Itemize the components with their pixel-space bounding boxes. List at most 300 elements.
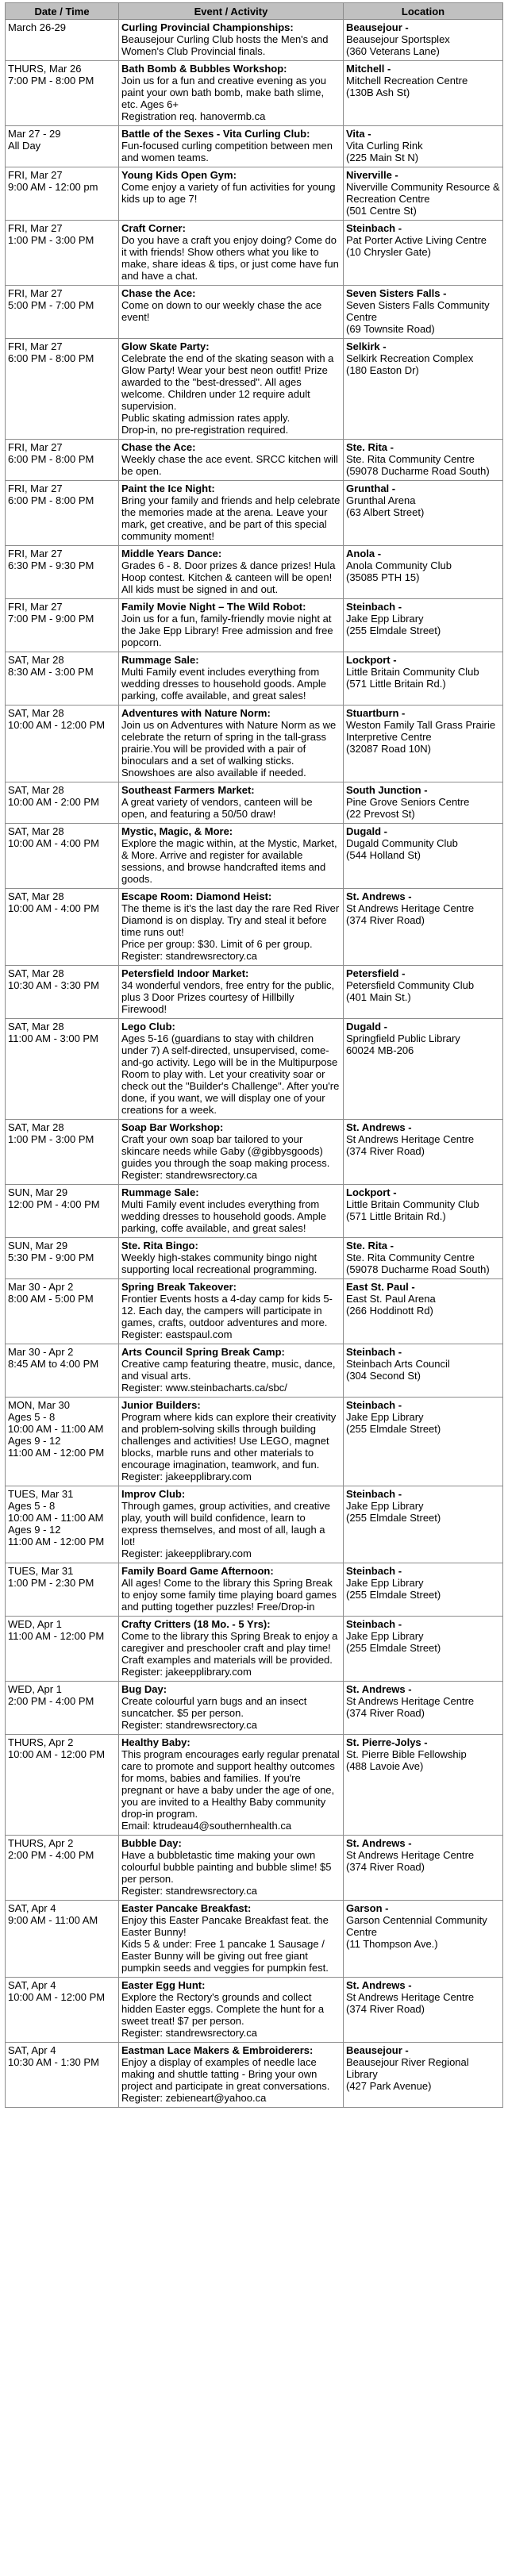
location-address: (130B Ash St) [346, 87, 410, 98]
location-cell [344, 1682, 503, 1735]
date-time-cell [6, 1398, 119, 1486]
location-cell [344, 286, 503, 339]
date-time-line: 9:00 AM - 11:00 AM [8, 1914, 98, 1926]
event-cell [119, 126, 344, 167]
location-cell [344, 1398, 503, 1486]
location-town: Beausejour - [346, 21, 409, 33]
location-address: Petersfield Community Club [346, 979, 475, 991]
date-time-line: FRI, Mar 27 [8, 222, 63, 234]
header-event-activity: Event / Activity [119, 3, 344, 20]
event-description: Register: standrewsrectory.ca [121, 1885, 257, 1897]
event-cell [119, 440, 344, 481]
date-time-line: SAT, Apr 4 [8, 1902, 56, 1914]
date-time-cell [6, 1344, 119, 1398]
date-time-line: 10:00 AM - 4:00 PM [8, 837, 99, 849]
date-time-cell [6, 824, 119, 889]
location-address: Pat Porter Active Living Centre [346, 234, 487, 246]
event-title: Ste. Rita Bingo: [121, 1240, 198, 1251]
event-cell [119, 1486, 344, 1563]
location-address: St Andrews Heritage Centre [346, 902, 475, 914]
location-address: Dugald Community Club [346, 837, 458, 849]
location-address: Jake Epp Library [346, 1411, 424, 1423]
table-row [6, 126, 503, 167]
event-description: Weekly high-stakes community bingo night supporting local recreational programming. [121, 1251, 318, 1275]
location-cell [344, 1238, 503, 1279]
location-town: Beausejour - [346, 2044, 409, 2056]
date-time-line: SUN, Mar 29 [8, 1186, 68, 1198]
event-cell [119, 652, 344, 706]
date-time-cell [6, 1185, 119, 1238]
event-description: Fun-focused curling competition between men and women teams. [121, 140, 333, 163]
location-cell [344, 546, 503, 599]
date-time-cell [6, 61, 119, 126]
event-description: Come on down to our weekly chase the ace event! [121, 299, 322, 323]
table-row [6, 1978, 503, 2043]
event-description: Register: www.steinbacharts.ca/sbc/ [121, 1382, 287, 1394]
location-address: Mitchell Recreation Centre [346, 75, 468, 87]
location-cell [344, 1279, 503, 1344]
location-address: Ste. Rita Community Centre [346, 453, 475, 465]
location-address: 60024 MB-206 [346, 1044, 414, 1056]
location-address: (374 River Road) [346, 1145, 425, 1157]
event-title: Bug Day: [121, 1683, 167, 1695]
event-description: Explore the Rectory's grounds and collect hidden Easter eggs. Complete the hunt for a sweet treat! $7 per person. [121, 1991, 325, 2027]
date-time-cell [6, 167, 119, 221]
location-cell [344, 167, 503, 221]
table-row [6, 1836, 503, 1901]
date-time-cell [6, 1978, 119, 2043]
date-time-line: FRI, Mar 27 [8, 169, 63, 181]
event-description: Email: ktrudeau4@southernhealth.ca [121, 1820, 292, 1832]
location-cell [344, 1019, 503, 1120]
date-time-line: Ages 9 - 12 [8, 1524, 61, 1536]
location-address: Weston Family Tall Grass Prairie Interpretive Centre [346, 719, 496, 743]
event-description: Enjoy a display of examples of needle lace making and shuttle tatting - Bring your own project and participate in great conversations. [121, 2056, 330, 2092]
event-cell [119, 2043, 344, 2108]
date-time-line: SAT, Apr 4 [8, 2044, 56, 2056]
event-title: Glow Skate Party: [121, 340, 210, 352]
event-cell [119, 61, 344, 126]
event-description: Beausejour Curling Club hosts the Men's and Women's Club Provincial finals. [121, 33, 329, 57]
location-address: St Andrews Heritage Centre [346, 1133, 475, 1145]
date-time-line: 11:00 AM - 12:00 PM [8, 1630, 105, 1642]
location-address: (501 Centre St) [346, 205, 417, 217]
date-time-line: 1:00 PM - 3:00 PM [8, 234, 94, 246]
location-cell [344, 1120, 503, 1185]
table-row [6, 1617, 503, 1682]
location-address: (69 Townsite Road) [346, 323, 435, 335]
event-title: Rummage Sale: [121, 654, 199, 666]
location-town: St. Andrews - [346, 1683, 412, 1695]
location-cell [344, 1185, 503, 1238]
event-title: Healthy Baby: [121, 1736, 190, 1748]
location-address: St Andrews Heritage Centre [346, 1991, 475, 2003]
event-title: Easter Egg Hunt: [121, 1979, 206, 1991]
location-cell [344, 440, 503, 481]
date-time-line: Mar 27 - 29 [8, 128, 61, 140]
date-time-line: FRI, Mar 27 [8, 601, 63, 613]
event-cell [119, 339, 344, 440]
event-description: Register: standrewsrectory.ca [121, 1169, 257, 1181]
location-cell [344, 1486, 503, 1563]
location-town: Vita - [346, 128, 371, 140]
location-cell [344, 20, 503, 61]
location-town: Dugald - [346, 1021, 387, 1032]
location-address: Selkirk Recreation Complex [346, 352, 474, 364]
table-row [6, 1344, 503, 1398]
table-row [6, 440, 503, 481]
event-title: Soap Bar Workshop: [121, 1121, 224, 1133]
location-town: Grunthal - [346, 483, 396, 494]
location-town: Steinbach - [346, 1565, 402, 1577]
event-cell [119, 706, 344, 782]
event-title: Lego Club: [121, 1021, 175, 1032]
date-time-line: SAT, Mar 28 [8, 1021, 64, 1032]
date-time-line: Mar 30 - Apr 2 [8, 1346, 74, 1358]
table-row [6, 221, 503, 286]
event-description: Craft your own soap bar tailored to your skincare needs while Gaby (@gibbysgoods) guides you through the soap making process. [121, 1133, 330, 1169]
date-time-cell [6, 221, 119, 286]
date-time-line: 1:00 PM - 2:30 PM [8, 1577, 94, 1589]
date-time-line: Ages 5 - 8 [8, 1500, 56, 1512]
event-description: Weekly chase the ace event. SRCC kitchen will be open. [121, 453, 338, 477]
table-row [6, 599, 503, 652]
location-address: Grunthal Arena [346, 494, 416, 506]
date-time-line: 10:00 AM - 4:00 PM [8, 902, 99, 914]
location-cell [344, 706, 503, 782]
location-town: Stuartburn - [346, 707, 406, 719]
event-title: Bubble Day: [121, 1837, 182, 1849]
event-title: Battle of the Sexes - Vita Curling Club: [121, 128, 310, 140]
event-cell [119, 1238, 344, 1279]
event-description: Price per group: $30. Limit of 6 per group. Register: standrewsrectory.ca [121, 938, 313, 962]
location-address: (255 Elmdale Street) [346, 625, 441, 636]
date-time-line: 9:00 AM - 12:00 pm [8, 181, 98, 193]
event-title: Improv Club: [121, 1488, 186, 1500]
date-time-cell [6, 782, 119, 824]
location-cell [344, 652, 503, 706]
table-row [6, 706, 503, 782]
location-town: Steinbach - [346, 1618, 402, 1630]
location-town: St. Andrews - [346, 1837, 412, 1849]
location-address: (401 Main St.) [346, 991, 411, 1003]
location-town: Steinbach - [346, 222, 402, 234]
event-cell [119, 1617, 344, 1682]
location-town: Lockport - [346, 1186, 397, 1198]
location-address: St Andrews Heritage Centre [346, 1849, 475, 1861]
table-row [6, 61, 503, 126]
location-address: (22 Prevost St) [346, 808, 415, 820]
location-address: (10 Chrysler Gate) [346, 246, 431, 258]
location-town: St. Andrews - [346, 1979, 412, 1991]
location-cell [344, 782, 503, 824]
location-town: South Junction - [346, 784, 428, 796]
event-title: Chase the Ace: [121, 441, 196, 453]
event-description: Join us for a fun, family-friendly movie night at the Jake Epp Library! Free admission and free popcorn. [121, 613, 333, 648]
event-description: Enjoy this Easter Pancake Breakfast feat. the Easter Bunny! [121, 1914, 329, 1938]
date-time-line: 6:00 PM - 8:00 PM [8, 453, 94, 465]
date-time-cell [6, 1238, 119, 1279]
date-time-cell [6, 1120, 119, 1185]
header-row [6, 3, 503, 20]
location-cell [344, 966, 503, 1019]
event-description: Join us for a fun and creative evening as you paint your own bath bomb, make bath slime, etc. Ages 6+ [121, 75, 326, 110]
event-title: Middle Years Dance: [121, 548, 222, 559]
table-row [6, 652, 503, 706]
location-address: (374 River Road) [346, 2003, 425, 2015]
table-row [6, 1563, 503, 1617]
date-time-line: 1:00 PM - 3:00 PM [8, 1133, 94, 1145]
location-address: Jake Epp Library [346, 613, 424, 625]
date-time-line: 7:00 PM - 9:00 PM [8, 613, 94, 625]
event-description: 34 wonderful vendors, free entry for the public, plus 3 Door Prizes courtesy of Hillbilly Firewood! [121, 979, 335, 1015]
date-time-line: 6:00 PM - 8:00 PM [8, 352, 94, 364]
table-row [6, 1185, 503, 1238]
event-description: Celebrate the end of the skating season with a Glow Party! Wear your best neon outfit! Prize awarded to the "best-dressed". All ages welcome. Children under 12 require adult supervision. [121, 352, 334, 412]
date-time-line: SAT, Mar 28 [8, 707, 64, 719]
table-row [6, 782, 503, 824]
location-address: Garson Centennial Community Centre [346, 1914, 487, 1938]
event-title: Escape Room: Diamond Heist: [121, 890, 272, 902]
event-cell [119, 1344, 344, 1398]
event-cell [119, 1398, 344, 1486]
location-address: Ste. Rita Community Centre [346, 1251, 475, 1263]
event-description: Register: jakeepplibrary.com [121, 1666, 252, 1678]
table-row [6, 167, 503, 221]
location-cell [344, 824, 503, 889]
table-row [6, 339, 503, 440]
location-cell [344, 2043, 503, 2108]
event-cell [119, 1563, 344, 1617]
location-address: (32087 Road 10N) [346, 743, 431, 755]
location-town: Selkirk - [346, 340, 387, 352]
date-time-line: SAT, Mar 28 [8, 890, 64, 902]
date-time-line: THURS, Mar 26 [8, 63, 82, 75]
date-time-line: 10:00 AM - 11:00 AM [8, 1512, 104, 1524]
event-description: Multi Family event includes everything from wedding dresses to household goods. Ample parking, coffe available, and great sales! [121, 666, 327, 702]
location-address: (255 Elmdale Street) [346, 1423, 441, 1435]
location-town: Niverville - [346, 169, 398, 181]
date-time-cell [6, 1279, 119, 1344]
location-address: East St. Paul Arena [346, 1293, 436, 1305]
event-cell [119, 1901, 344, 1978]
event-description: Bring your family and friends and help celebrate the memories made at the arena. Leave your mark, get creative, and be part of this special community moment! [121, 494, 341, 542]
location-address: (571 Little Britain Rd.) [346, 678, 446, 690]
location-address: (11 Thompson Ave.) [346, 1938, 438, 1950]
table-row [6, 286, 503, 339]
date-time-line: TUES, Mar 31 [8, 1565, 74, 1577]
event-title: Bath Bomb & Bubbles Workshop: [121, 63, 287, 75]
date-time-line: SAT, Mar 28 [8, 1121, 64, 1133]
event-description: Create colourful yarn bugs and an insect suncatcher. $5 per person. [121, 1695, 307, 1719]
location-town: Steinbach - [346, 1346, 402, 1358]
location-town: St. Andrews - [346, 890, 412, 902]
event-description: Kids 5 & under: Free 1 pancake 1 Sausage / Easter Bunny will be giving out free giant pumpkin seeds and veggies for pumpkin fest. [121, 1938, 329, 1974]
location-cell [344, 889, 503, 966]
location-address: (427 Park Avenue) [346, 2080, 432, 2092]
date-time-line: 10:00 AM - 2:00 PM [8, 796, 99, 808]
location-town: Petersfield - [346, 967, 406, 979]
event-description: Public skating admission rates apply. [121, 412, 291, 424]
location-address: (374 River Road) [346, 914, 425, 926]
date-time-line: SAT, Mar 28 [8, 967, 64, 979]
location-address: Vita Curling Rink [346, 140, 423, 152]
table-row [6, 20, 503, 61]
date-time-cell [6, 652, 119, 706]
date-time-line: SAT, Mar 28 [8, 784, 64, 796]
location-address: (488 Lavoie Ave) [346, 1760, 424, 1772]
event-title: Curling Provincial Championships: [121, 21, 294, 33]
location-address: Niverville Community Resource & Recreation Centre [346, 181, 500, 205]
event-description: Join us on Adventures with Nature Norm as we celebrate the return of spring in the tall-grass prairie.You will be provided with a pair of binoculars and a set of walking sticks. Snowshoes are also available if needed. [121, 719, 337, 779]
location-town: Steinbach - [346, 601, 402, 613]
date-time-line: 10:30 AM - 3:30 PM [8, 979, 99, 991]
date-time-line: 7:00 PM - 8:00 PM [8, 75, 94, 87]
date-time-cell [6, 2043, 119, 2108]
table-row [6, 546, 503, 599]
location-address: (304 Second St) [346, 1370, 421, 1382]
location-cell [344, 1978, 503, 2043]
date-time-line: TUES, Mar 31 [8, 1488, 74, 1500]
event-cell [119, 599, 344, 652]
location-cell [344, 1836, 503, 1901]
event-description: Creative camp featuring theatre, music, dance, and visual arts. [121, 1358, 336, 1382]
location-town: Ste. Rita - [346, 441, 394, 453]
event-description: Register: jakeepplibrary.com [121, 1548, 252, 1559]
location-cell [344, 1563, 503, 1617]
location-address: St. Pierre Bible Fellowship [346, 1748, 467, 1760]
location-cell [344, 221, 503, 286]
location-address: Steinbach Arts Council [346, 1358, 450, 1370]
date-time-line: FRI, Mar 27 [8, 340, 63, 352]
date-time-line: SAT, Apr 4 [8, 1979, 56, 1991]
date-time-cell [6, 1836, 119, 1901]
event-cell [119, 167, 344, 221]
location-address: Jake Epp Library [346, 1577, 424, 1589]
date-time-line: Mar 30 - Apr 2 [8, 1281, 74, 1293]
event-description: This program encourages early regular prenatal care to promote and support healthy outcomes for moms, babies and families. If you're pregnant or have a baby under the age of one, you are invited to a Healthy Baby community drop-in program. [121, 1748, 340, 1820]
location-address: (266 Hoddinott Rd) [346, 1305, 433, 1317]
event-cell [119, 286, 344, 339]
date-time-cell [6, 1735, 119, 1836]
event-description: Frontier Events hosts a 4-day camp for kids 5-12. Each day, the campers will participate in games, crafts, outdoor adventures and more. [121, 1293, 333, 1328]
location-address: (374 River Road) [346, 1707, 425, 1719]
date-time-cell [6, 286, 119, 339]
location-address: Anola Community Club [346, 559, 452, 571]
location-address: (255 Elmdale Street) [346, 1512, 441, 1524]
date-time-cell [6, 599, 119, 652]
location-address: (63 Albert Street) [346, 506, 425, 518]
date-time-line: THURS, Apr 2 [8, 1837, 74, 1849]
event-description: Come to the library this Spring Break to enjoy a caregiver and preschooler craft and play time! Craft examples and materials will be provided. [121, 1630, 338, 1666]
event-description: All kids must be signed in and out. [121, 583, 279, 595]
event-title: Easter Pancake Breakfast: [121, 1902, 252, 1914]
event-description: Multi Family event includes everything from wedding dresses to household goods. Ample parking, coffe available, and great sales! [121, 1198, 327, 1234]
event-description: Register: jakeepplibrary.com [121, 1471, 252, 1482]
location-address: Jake Epp Library [346, 1500, 424, 1512]
event-title: Chase the Ace: [121, 287, 196, 299]
location-address: Beausejour Sportsplex [346, 33, 450, 45]
event-cell [119, 1120, 344, 1185]
event-description: Register: eastspaul.com [121, 1328, 233, 1340]
event-description: Drop-in, no pre-registration required. [121, 424, 289, 436]
date-time-line: FRI, Mar 27 [8, 548, 63, 559]
location-address: Seven Sisters Falls Community Centre [346, 299, 490, 323]
location-town: Mitchell - [346, 63, 391, 75]
date-time-cell [6, 1563, 119, 1617]
event-title: Spring Break Takeover: [121, 1281, 237, 1293]
location-town: East St. Paul - [346, 1281, 415, 1293]
date-time-line: 5:00 PM - 7:00 PM [8, 299, 94, 311]
event-description: Register: standrewsrectory.ca [121, 1719, 257, 1731]
event-description: Registration req. hanovermb.ca [121, 110, 266, 122]
location-town: Anola - [346, 548, 382, 559]
table-row [6, 1398, 503, 1486]
location-cell [344, 339, 503, 440]
event-cell [119, 1978, 344, 2043]
location-address: (544 Holland St) [346, 849, 421, 861]
event-title: Eastman Lace Makers & Embroiderers: [121, 2044, 314, 2056]
date-time-line: 2:00 PM - 4:00 PM [8, 1849, 94, 1861]
table-row [6, 966, 503, 1019]
date-time-cell [6, 1617, 119, 1682]
event-title: Mystic, Magic, & More: [121, 825, 233, 837]
location-cell [344, 1901, 503, 1978]
date-time-cell [6, 966, 119, 1019]
date-time-line: SUN, Mar 29 [8, 1240, 68, 1251]
date-time-line: FRI, Mar 27 [8, 287, 63, 299]
date-time-line: Ages 9 - 12 [8, 1435, 61, 1447]
event-description: Through games, group activities, and creative play, youth will build confidence, learn to express themselves, and most of all, laugh a lot! [121, 1500, 331, 1548]
date-time-line: 8:30 AM - 3:00 PM [8, 666, 94, 678]
event-description: A great variety of vendors, canteen will be open, and featuring a 50/50 draw! [121, 796, 313, 820]
date-time-line: 12:00 PM - 4:00 PM [8, 1198, 100, 1210]
event-description: All ages! Come to the library this Spring Break to enjoy some family time playing board games and putting together puzzles! Free/Drop-in [121, 1577, 337, 1613]
location-address: Pine Grove Seniors Centre [346, 796, 470, 808]
location-address: (374 River Road) [346, 1861, 425, 1873]
location-address: (571 Little Britain Rd.) [346, 1210, 446, 1222]
date-time-cell [6, 546, 119, 599]
location-address: Springfield Public Library [346, 1032, 460, 1044]
date-time-line: 6:00 PM - 8:00 PM [8, 494, 94, 506]
location-town: St. Andrews - [346, 1121, 412, 1133]
table-row [6, 1735, 503, 1836]
location-town: Dugald - [346, 825, 387, 837]
location-cell [344, 1735, 503, 1836]
event-cell [119, 1185, 344, 1238]
date-time-line: SAT, Mar 28 [8, 825, 64, 837]
location-cell [344, 481, 503, 546]
date-time-cell [6, 126, 119, 167]
location-cell [344, 599, 503, 652]
date-time-line: 2:00 PM - 4:00 PM [8, 1695, 94, 1707]
location-town: Ste. Rita - [346, 1240, 394, 1251]
event-title: Crafty Critters (18 Mo. - 5 Yrs): [121, 1618, 271, 1630]
event-description: Do you have a craft you enjoy doing? Come do it with friends! Show others what you like to make, share ideas & tips, or just come have fun and have a chat. [121, 234, 339, 282]
date-time-line: 6:30 PM - 9:30 PM [8, 559, 94, 571]
location-town: Seven Sisters Falls - [346, 287, 447, 299]
event-title: Rummage Sale: [121, 1186, 199, 1198]
date-time-cell [6, 1901, 119, 1978]
location-cell [344, 126, 503, 167]
table-row [6, 1682, 503, 1735]
event-description: Have a bubbletastic time making your own colourful bubble painting and bubble slime! $5 per person. [121, 1849, 332, 1885]
date-time-line: 11:00 AM - 12:00 PM [8, 1447, 105, 1459]
location-town: Garson - [346, 1902, 389, 1914]
location-address: Little Britain Community Club [346, 666, 479, 678]
event-title: Southeast Farmers Market: [121, 784, 255, 796]
date-time-line: WED, Apr 1 [8, 1683, 62, 1695]
